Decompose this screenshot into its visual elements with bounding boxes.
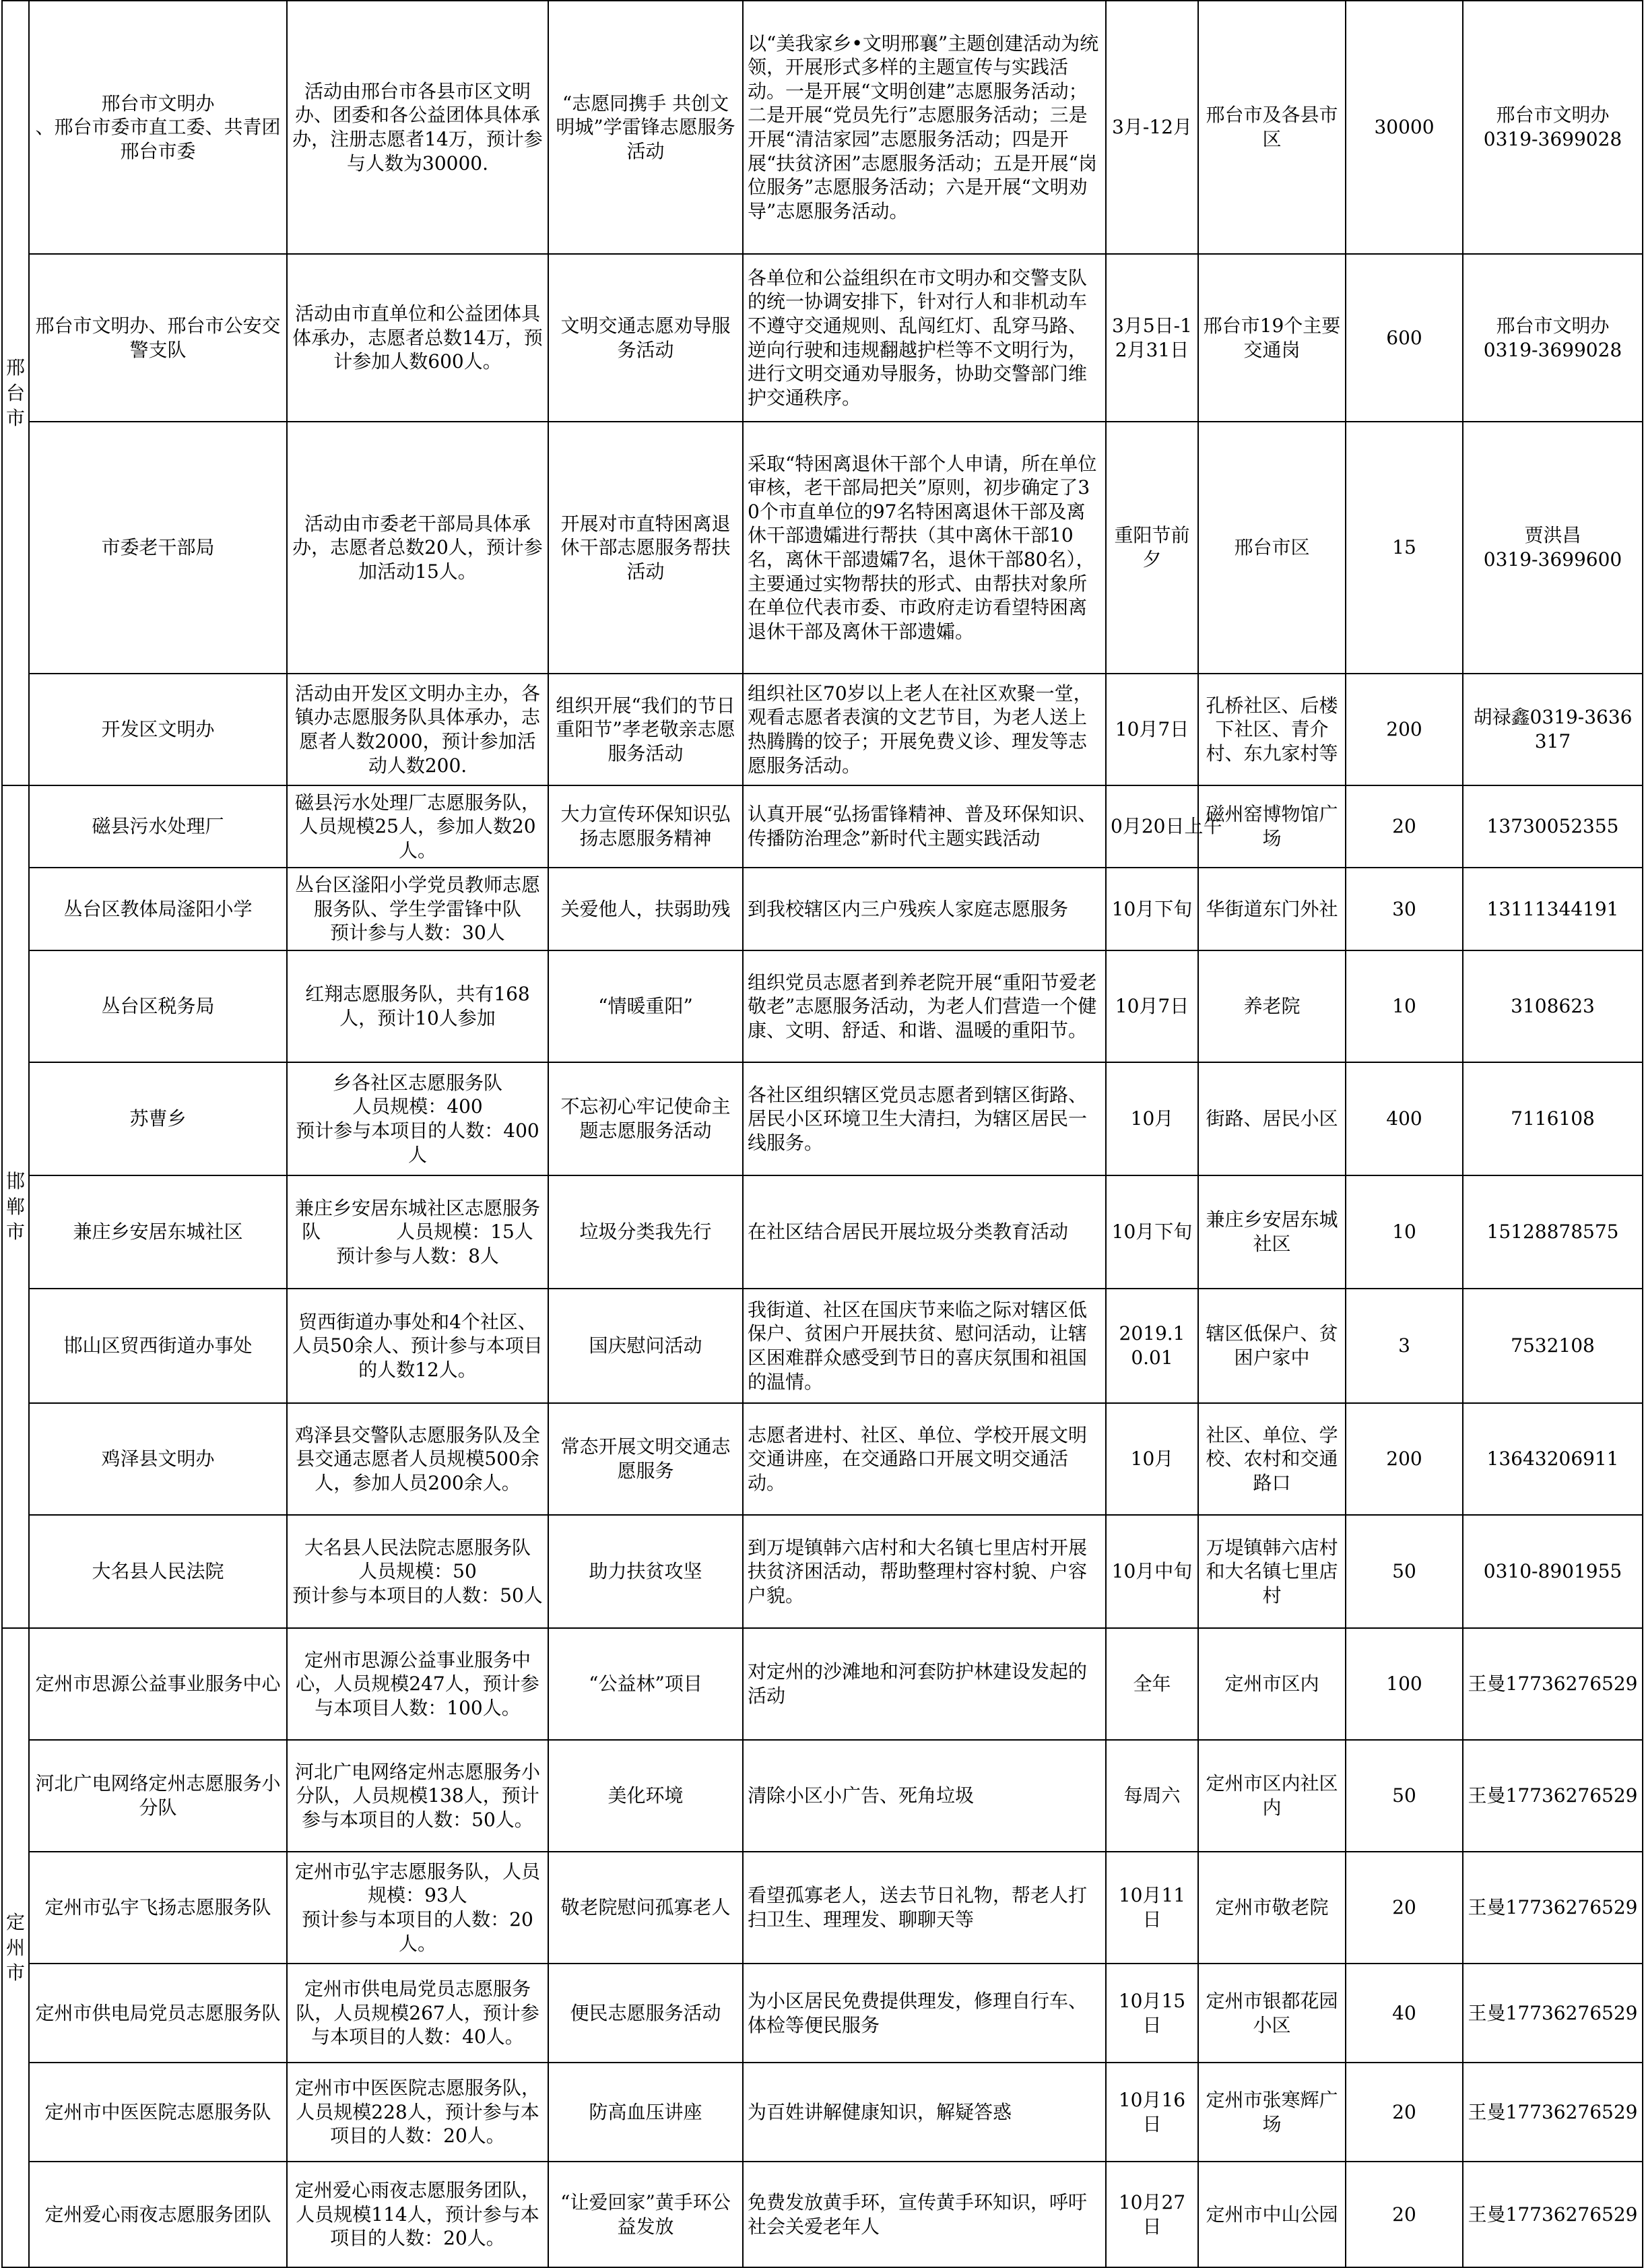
organizer-cell: 兼庄乡安居东城社区 bbox=[29, 1175, 287, 1289]
activity-content-cell: 组织社区70岁以上老人在社区欢聚一堂，观看志愿者表演的文艺节目，为老人送上热腾腾的饺子；开展免费义诊、理发等志愿服务活动。 bbox=[743, 674, 1106, 785]
contact-cell: 贾洪昌 0319-3699600 bbox=[1463, 422, 1643, 674]
participant-count-cell: 10 bbox=[1346, 950, 1463, 1062]
team-info-cell: 兼庄乡安居东城社区志愿服务队 人员规模：15人 预计参与人数：8人 bbox=[287, 1175, 548, 1289]
team-info-cell: 大名县人民法院志愿服务队 人员规模：50 预计参与本项目的人数：50人 bbox=[287, 1515, 548, 1628]
contact-cell: 15128878575 bbox=[1463, 1175, 1643, 1289]
time-cell: 每周六 bbox=[1106, 1740, 1198, 1852]
project-name-cell: 防高血压讲座 bbox=[548, 2063, 743, 2162]
contact-cell: 13111344191 bbox=[1463, 868, 1643, 950]
location-cell: 华街道东门外社 bbox=[1198, 868, 1346, 950]
contact-cell: 王曼17736276529 bbox=[1463, 1740, 1643, 1852]
team-info-cell: 河北广电网络定州志愿服务小分队，人员规模138人，预计参与本项目的人数：50人。 bbox=[287, 1740, 548, 1852]
time-cell: 0月20日上午 bbox=[1106, 785, 1198, 868]
participant-count-cell: 20 bbox=[1346, 1852, 1463, 1964]
organizer-cell: 定州市中医医院志愿服务队 bbox=[29, 2063, 287, 2162]
activity-content-cell: 对定州的沙滩地和河套防护林建设发起的活动 bbox=[743, 1628, 1106, 1740]
contact-cell: 胡禄鑫0319-3636317 bbox=[1463, 674, 1643, 785]
team-info-cell: 乡各社区志愿服务队 人员规模：400 预计参与本项目的人数：400人 bbox=[287, 1062, 548, 1175]
project-name-cell: 助力扶贫攻坚 bbox=[548, 1515, 743, 1628]
team-info-cell: 活动由邢台市各县市区文明办、团委和各公益团体具体承办，注册志愿者14万，预计参与人数为30000. bbox=[287, 1, 548, 254]
team-info-cell: 定州市供电局党员志愿服务队，人员规模267人，预计参与本项目的人数：40人。 bbox=[287, 1964, 548, 2063]
city-label: 定州市 bbox=[5, 1910, 25, 1984]
contact-cell: 王曼17736276529 bbox=[1463, 2063, 1643, 2162]
city-label: 邢台市 bbox=[5, 356, 25, 430]
activity-content-cell: 各社区组织辖区党员志愿者到辖区街路、居民小区环境卫生大清扫，为辖区居民一线服务。 bbox=[743, 1062, 1106, 1175]
participant-count-cell: 30 bbox=[1346, 868, 1463, 950]
table-row bbox=[2, 1062, 1643, 1175]
table-row bbox=[2, 1, 1643, 254]
team-info-cell: 定州爱心雨夜志愿服务团队，人员规模114人，预计参与本项目的人数：20人。 bbox=[287, 2162, 548, 2267]
location-cell: 定州市中山公园 bbox=[1198, 2162, 1346, 2267]
organizer-cell: 邢台市文明办 、邢台市委市直工委、共青团邢台市委 bbox=[29, 1, 287, 254]
time-cell: 2019.10.01 bbox=[1106, 1289, 1198, 1403]
table-row bbox=[2, 1740, 1643, 1852]
project-name-cell: 美化环境 bbox=[548, 1740, 743, 1852]
project-name-cell: 文明交通志愿劝导服务活动 bbox=[548, 254, 743, 422]
team-info-cell: 贸西街道办事处和4个社区、人员50余人、预计参与本项目的人数12人。 bbox=[287, 1289, 548, 1403]
project-name-cell: 关爱他人，扶弱助残 bbox=[548, 868, 743, 950]
table-row bbox=[2, 950, 1643, 1062]
team-info-cell: 磁县污水处理厂志愿服务队，人员规模25人，参加人数20人。 bbox=[287, 785, 548, 868]
city-cell bbox=[2, 785, 29, 1628]
activity-content-cell: 清除小区小广告、死角垃圾 bbox=[743, 1740, 1106, 1852]
time-cell: 10月16日 bbox=[1106, 2063, 1198, 2162]
location-cell: 孔桥社区、后楼下社区、青介村、东九家村等 bbox=[1198, 674, 1346, 785]
project-name-cell: “情暖重阳” bbox=[548, 950, 743, 1062]
location-cell: 定州市银都花园小区 bbox=[1198, 1964, 1346, 2063]
city-cell bbox=[2, 1, 29, 785]
organizer-cell: 苏曹乡 bbox=[29, 1062, 287, 1175]
participant-count-cell: 20 bbox=[1346, 2063, 1463, 2162]
table-row bbox=[2, 785, 1643, 868]
contact-cell: 13730052355 bbox=[1463, 785, 1643, 868]
activity-content-cell: 认真开展“弘扬雷锋精神、普及环保知识、传播防治理念”新时代主题实践活动 bbox=[743, 785, 1106, 868]
participant-count-cell: 200 bbox=[1346, 674, 1463, 785]
time-cell: 10月7日 bbox=[1106, 674, 1198, 785]
contact-cell: 王曼17736276529 bbox=[1463, 1628, 1643, 1740]
team-info-cell: 定州市弘宇志愿服务队，人员规模：93人 预计参与本项目的人数：20人。 bbox=[287, 1852, 548, 1964]
table-row bbox=[2, 422, 1643, 674]
project-name-cell: “志愿同携手 共创文明城”学雷锋志愿服务活动 bbox=[548, 1, 743, 254]
organizer-cell: 定州爱心雨夜志愿服务团队 bbox=[29, 2162, 287, 2267]
contact-cell: 王曼17736276529 bbox=[1463, 2162, 1643, 2267]
table-row bbox=[2, 2162, 1643, 2267]
participant-count-cell: 15 bbox=[1346, 422, 1463, 674]
participant-count-cell: 600 bbox=[1346, 254, 1463, 422]
participant-count-cell: 40 bbox=[1346, 1964, 1463, 2063]
time-cell: 10月中旬 bbox=[1106, 1515, 1198, 1628]
organizer-cell: 定州市思源公益事业服务中心 bbox=[29, 1628, 287, 1740]
table-row bbox=[2, 1852, 1643, 1964]
contact-cell: 王曼17736276529 bbox=[1463, 1852, 1643, 1964]
location-cell: 磁州窑博物馆广场 bbox=[1198, 785, 1346, 868]
participant-count-cell: 100 bbox=[1346, 1628, 1463, 1740]
participant-count-cell: 400 bbox=[1346, 1062, 1463, 1175]
project-name-cell: “公益林”项目 bbox=[548, 1628, 743, 1740]
time-cell: 10月下旬 bbox=[1106, 868, 1198, 950]
participant-count-cell: 30000 bbox=[1346, 1, 1463, 254]
time-cell: 10月27日 bbox=[1106, 2162, 1198, 2267]
city-cell bbox=[2, 1628, 29, 2267]
location-cell: 辖区低保户、贫困户家中 bbox=[1198, 1289, 1346, 1403]
table-row bbox=[2, 2063, 1643, 2162]
organizer-cell: 丛台区税务局 bbox=[29, 950, 287, 1062]
time-cell: 10月15日 bbox=[1106, 1964, 1198, 2063]
time-cell: 10月 bbox=[1106, 1403, 1198, 1515]
project-name-cell: 不忘初心牢记使命主题志愿服务活动 bbox=[548, 1062, 743, 1175]
table-row bbox=[2, 1964, 1643, 2063]
time-cell: 全年 bbox=[1106, 1628, 1198, 1740]
location-cell: 万堤镇韩六店村和大名镇七里店村 bbox=[1198, 1515, 1346, 1628]
project-name-cell: 便民志愿服务活动 bbox=[548, 1964, 743, 2063]
city-label: 邯郸市 bbox=[5, 1169, 25, 1243]
activity-content-cell: 志愿者进村、社区、单位、学校开展文明交通讲座，在交通路口开展文明交通活动。 bbox=[743, 1403, 1106, 1515]
table-row bbox=[2, 1175, 1643, 1289]
table-row bbox=[2, 1515, 1643, 1628]
activity-content-cell: 采取“特困离退休干部个人申请，所在单位审核，老干部局把关”原则，初步确定了30个市直单位的97名特困离退休干部及离休干部遗孀进行帮扶（其中离休干部10名，离休干部遗孀7名，退休干部80名），主要通过实物帮扶的形式、由帮扶对象所在单位代表市委、市政府走访看望特困离退休干部及离休干部遗孀。 bbox=[743, 422, 1106, 674]
contact-cell: 7532108 bbox=[1463, 1289, 1643, 1403]
team-info-cell: 活动由市直单位和公益团体具体承办，志愿者总数14万，预计参加人数600人。 bbox=[287, 254, 548, 422]
table-row bbox=[2, 1628, 1643, 1740]
participant-count-cell: 200 bbox=[1346, 1403, 1463, 1515]
project-name-cell: 大力宣传环保知识弘扬志愿服务精神 bbox=[548, 785, 743, 868]
location-cell: 定州市区内 bbox=[1198, 1628, 1346, 1740]
activity-content-cell: 为百姓讲解健康知识，解疑答惑 bbox=[743, 2063, 1106, 2162]
team-info-cell: 鸡泽县交警队志愿服务队及全县交通志愿者人员规模500余人，参加人员200余人。 bbox=[287, 1403, 548, 1515]
activity-content-cell: 组织党员志愿者到养老院开展“重阳节爱老敬老”志愿服务活动，为老人们营造一个健康、文明、舒适、和谐、温暖的重阳节。 bbox=[743, 950, 1106, 1062]
participant-count-cell: 50 bbox=[1346, 1515, 1463, 1628]
contact-cell: 3108623 bbox=[1463, 950, 1643, 1062]
team-info-cell: 定州市思源公益事业服务中心，人员规模247人，预计参与本项目人数：100人。 bbox=[287, 1628, 548, 1740]
activity-content-cell: 到万堤镇韩六店村和大名镇七里店村开展扶贫济困活动，帮助整理村容村貌、户容户貌。 bbox=[743, 1515, 1106, 1628]
activity-content-cell: 在社区结合居民开展垃圾分类教育活动 bbox=[743, 1175, 1106, 1289]
organizer-cell: 丛台区教体局滏阳小学 bbox=[29, 868, 287, 950]
contact-cell: 7116108 bbox=[1463, 1062, 1643, 1175]
activity-content-cell: 免费发放黄手环，宣传黄手环知识，呼吁社会关爱老年人 bbox=[743, 2162, 1106, 2267]
location-cell: 养老院 bbox=[1198, 950, 1346, 1062]
project-name-cell: 常态开展文明交通志愿服务 bbox=[548, 1403, 743, 1515]
table-row bbox=[2, 254, 1643, 422]
contact-cell: 王曼17736276529 bbox=[1463, 1964, 1643, 2063]
location-cell: 邢台市19个主要交通岗 bbox=[1198, 254, 1346, 422]
organizer-cell: 磁县污水处理厂 bbox=[29, 785, 287, 868]
location-cell: 邢台市区 bbox=[1198, 422, 1346, 674]
location-cell: 社区、单位、学校、农村和交通路口 bbox=[1198, 1403, 1346, 1515]
contact-cell: 13643206911 bbox=[1463, 1403, 1643, 1515]
location-cell: 街路、居民小区 bbox=[1198, 1062, 1346, 1175]
location-cell: 邢台市及各县市区 bbox=[1198, 1, 1346, 254]
time-cell: 重阳节前夕 bbox=[1106, 422, 1198, 674]
table-row bbox=[2, 674, 1643, 785]
team-info-cell: 定州市中医医院志愿服务队，人员规模228人，预计参与本项目的人数：20人。 bbox=[287, 2063, 548, 2162]
table-row bbox=[2, 1289, 1643, 1403]
organizer-cell: 定州市供电局党员志愿服务队 bbox=[29, 1964, 287, 2063]
location-cell: 定州市敬老院 bbox=[1198, 1852, 1346, 1964]
activity-content-cell: 到我校辖区内三户残疾人家庭志愿服务 bbox=[743, 868, 1106, 950]
team-info-cell: 红翔志愿服务队，共有168人，预计10人参加 bbox=[287, 950, 548, 1062]
organizer-cell: 定州市弘宇飞扬志愿服务队 bbox=[29, 1852, 287, 1964]
table-row bbox=[2, 868, 1643, 950]
organizer-cell: 河北广电网络定州志愿服务小分队 bbox=[29, 1740, 287, 1852]
team-info-cell: 活动由市委老干部局具体承办，志愿者总数20人，预计参加活动15人。 bbox=[287, 422, 548, 674]
location-cell: 兼庄乡安居东城社区 bbox=[1198, 1175, 1346, 1289]
table-body bbox=[2, 1, 1643, 2267]
time-cell: 10月11日 bbox=[1106, 1852, 1198, 1964]
time-cell: 10月下旬 bbox=[1106, 1175, 1198, 1289]
location-cell: 定州市张寒辉广场 bbox=[1198, 2063, 1346, 2162]
activity-content-cell: 以“美我家乡•文明邢襄”主题创建活动为统领，开展形式多样的主题宣传与实践活动。一是开展“文明创建”志愿服务活动；二是开展“党员先行”志愿服务活动；三是开展“清洁家园”志愿服务活动；四是开展“扶贫济困”志愿服务活动；五是开展“岗位服务”志愿服务活动；六是开展“文明劝导”志愿服务活动。 bbox=[743, 1, 1106, 254]
participant-count-cell: 3 bbox=[1346, 1289, 1463, 1403]
contact-cell: 邢台市文明办 0319-3699028 bbox=[1463, 254, 1643, 422]
project-name-cell: 开展对市直特困离退休干部志愿服务帮扶活动 bbox=[548, 422, 743, 674]
organizer-cell: 鸡泽县文明办 bbox=[29, 1403, 287, 1515]
organizer-cell: 大名县人民法院 bbox=[29, 1515, 287, 1628]
project-name-cell: 敬老院慰问孤寡老人 bbox=[548, 1852, 743, 1964]
activity-content-cell: 为小区居民免费提供理发，修理自行车、体检等便民服务 bbox=[743, 1964, 1106, 2063]
participant-count-cell: 50 bbox=[1346, 1740, 1463, 1852]
time-cell: 3月5日-12月31日 bbox=[1106, 254, 1198, 422]
project-name-cell: “让爱回家”黄手环公益发放 bbox=[548, 2162, 743, 2267]
organizer-cell: 开发区文明办 bbox=[29, 674, 287, 785]
activity-content-cell: 我街道、社区在国庆节来临之际对辖区低保户、贫困户开展扶贫、慰问活动，让辖区困难群众感受到节日的喜庆氛围和祖国的温情。 bbox=[743, 1289, 1106, 1403]
time-cell: 10月 bbox=[1106, 1062, 1198, 1175]
time-cell: 3月-12月 bbox=[1106, 1, 1198, 254]
contact-cell: 0310-8901955 bbox=[1463, 1515, 1643, 1628]
project-name-cell: 国庆慰问活动 bbox=[548, 1289, 743, 1403]
time-cell: 10月7日 bbox=[1106, 950, 1198, 1062]
project-name-cell: 组织开展“我们的节日 重阳节”孝老敬亲志愿服务活动 bbox=[548, 674, 743, 785]
activity-content-cell: 各单位和公益组织在市文明办和交警支队的统一协调安排下，针对行人和非机动车不遵守交通规则、乱闯红灯、乱穿马路、逆向行驶和违规翻越护栏等不文明行为，进行文明交通劝导服务，协助交警部门维护交通秩序。 bbox=[743, 254, 1106, 422]
participant-count-cell: 20 bbox=[1346, 2162, 1463, 2267]
organizer-cell: 市委老干部局 bbox=[29, 422, 287, 674]
organizer-cell: 邢台市文明办、邢台市公安交警支队 bbox=[29, 254, 287, 422]
volunteer-activity-table bbox=[1, 0, 1643, 2268]
project-name-cell: 垃圾分类我先行 bbox=[548, 1175, 743, 1289]
participant-count-cell: 20 bbox=[1346, 785, 1463, 868]
activity-content-cell: 看望孤寡老人，送去节日礼物，帮老人打扫卫生、理理发、聊聊天等 bbox=[743, 1852, 1106, 1964]
team-info-cell: 活动由开发区文明办主办，各镇办志愿服务队具体承办，志愿者人数2000，预计参加活动人数200. bbox=[287, 674, 548, 785]
organizer-cell: 邯山区贸西街道办事处 bbox=[29, 1289, 287, 1403]
location-cell: 定州市区内社区内 bbox=[1198, 1740, 1346, 1852]
participant-count-cell: 10 bbox=[1346, 1175, 1463, 1289]
table-row bbox=[2, 1403, 1643, 1515]
team-info-cell: 丛台区滏阳小学党员教师志愿服务队、学生学雷锋中队 预计参与人数：30人 bbox=[287, 868, 548, 950]
contact-cell: 邢台市文明办 0319-3699028 bbox=[1463, 1, 1643, 254]
